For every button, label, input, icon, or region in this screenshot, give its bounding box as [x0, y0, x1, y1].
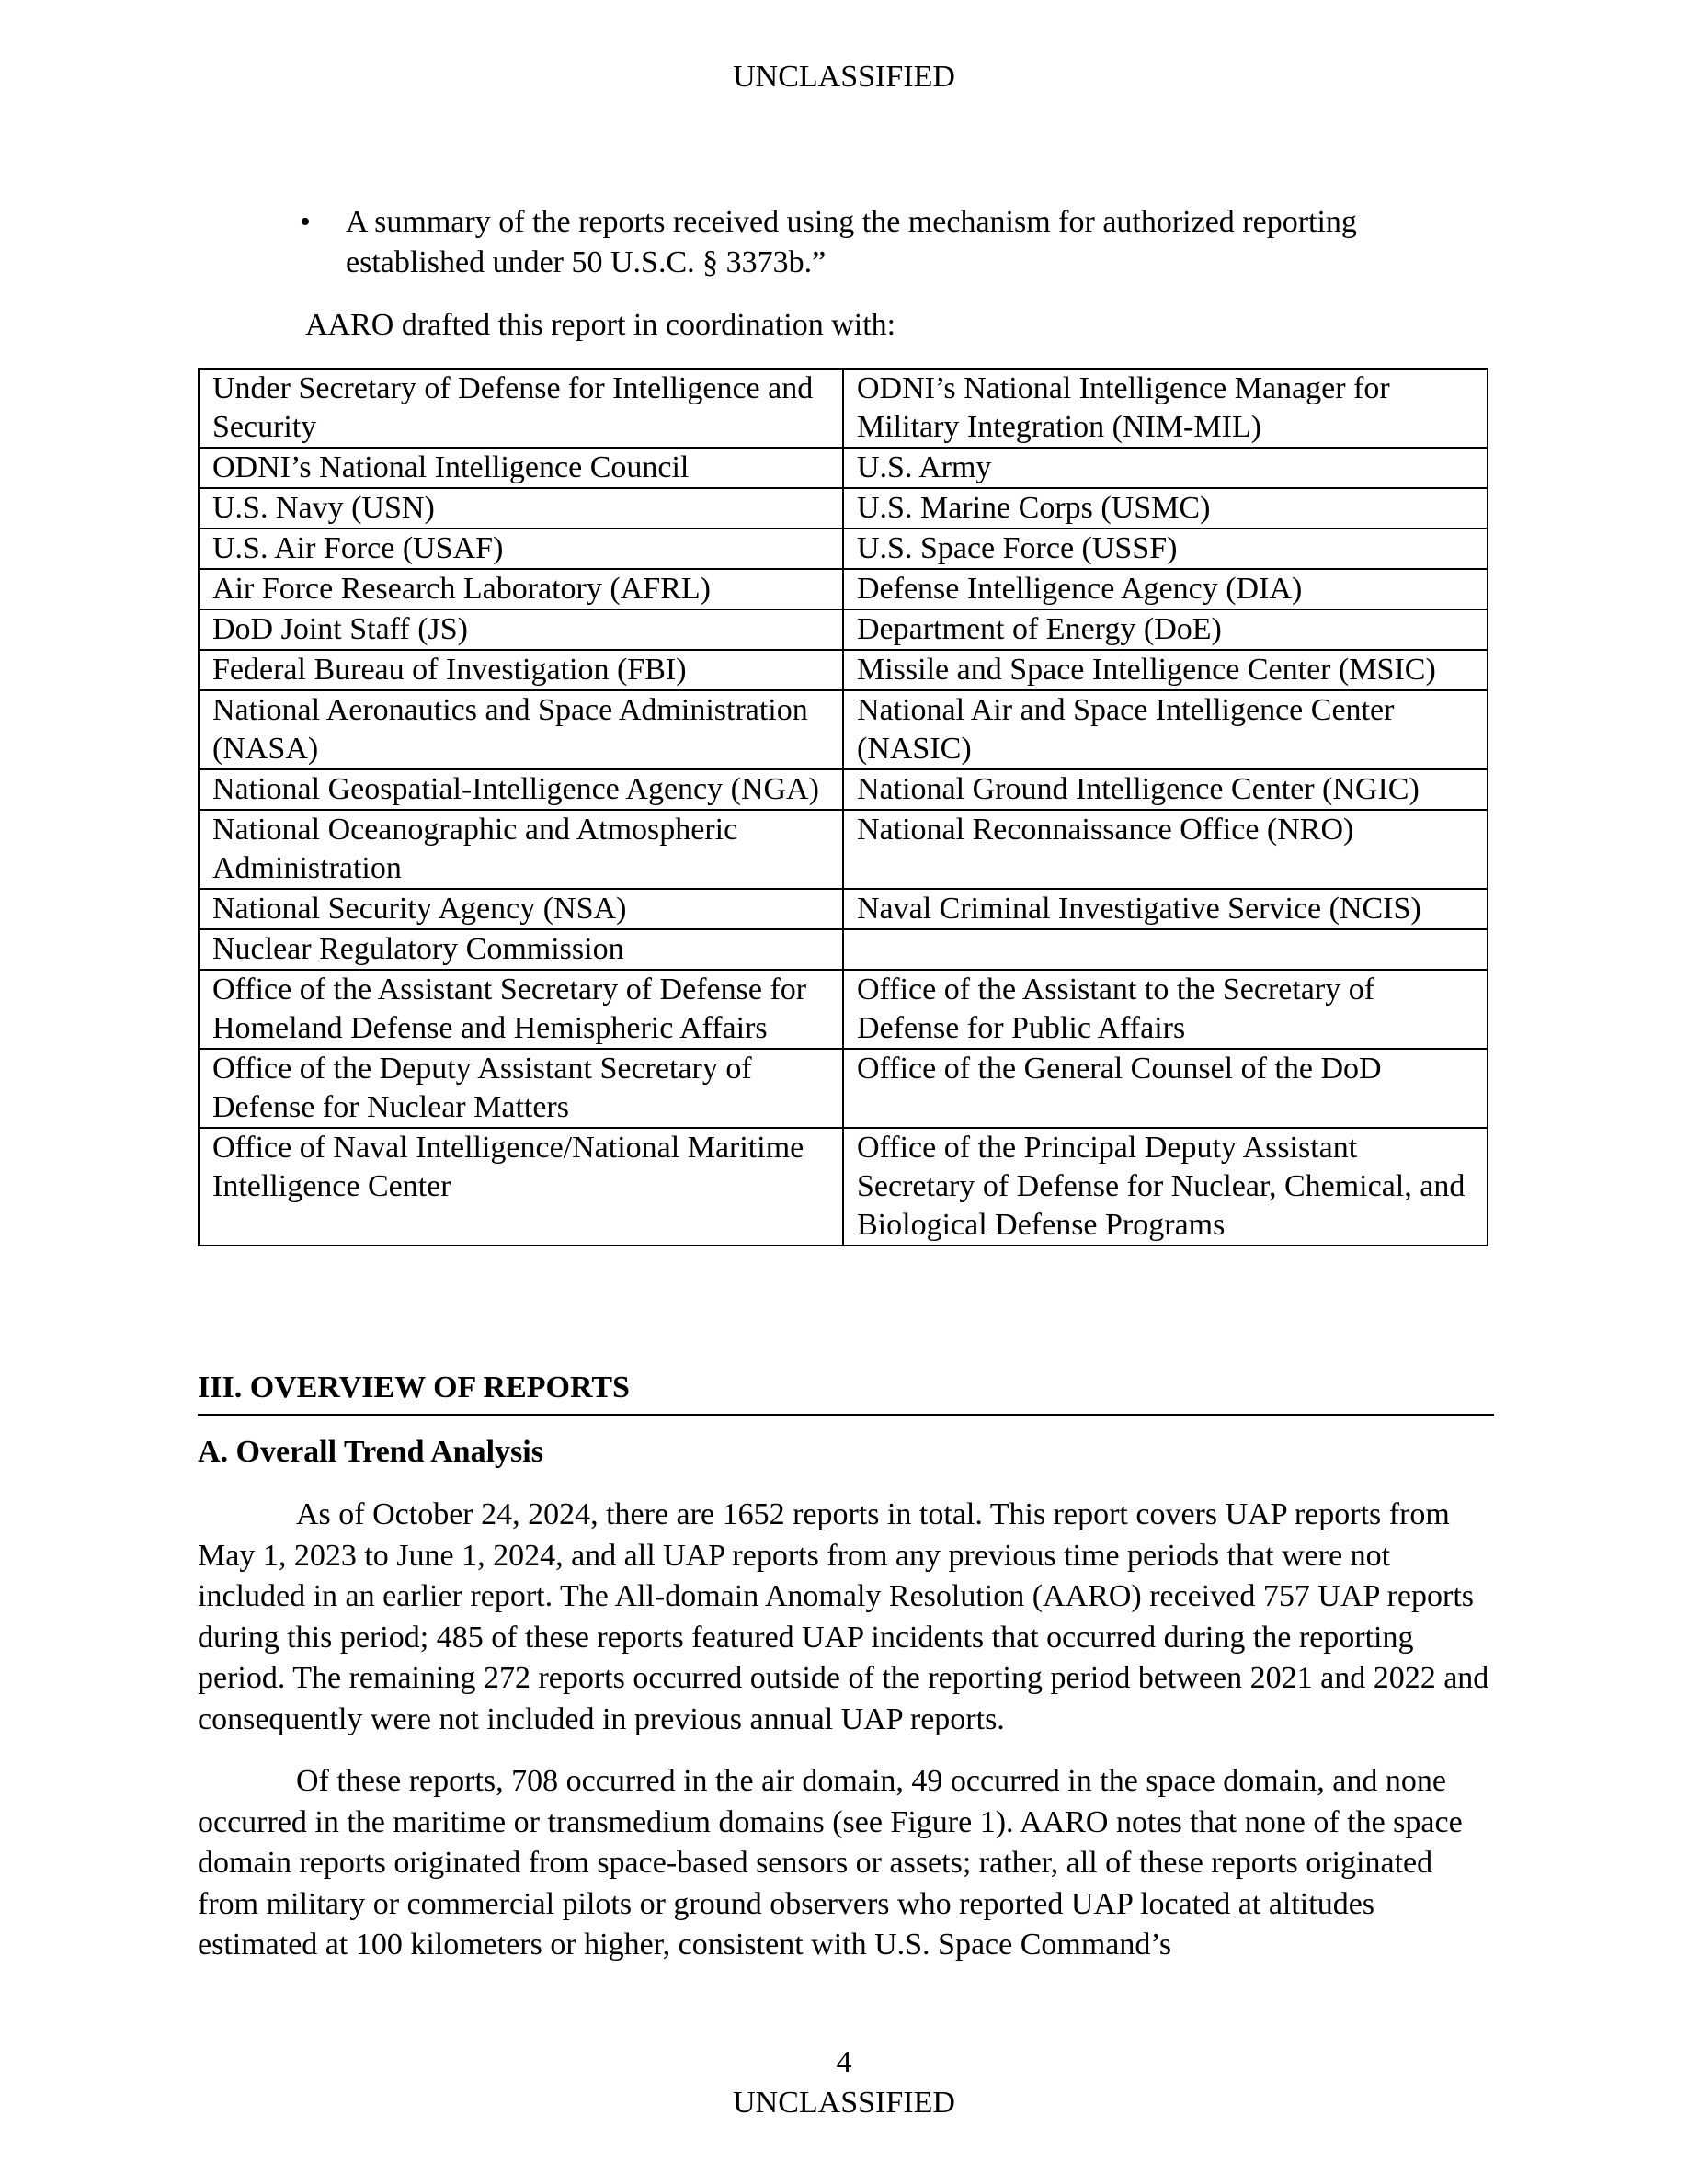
- table-row: [199, 650, 1488, 690]
- table-row: [199, 810, 1488, 889]
- table-cell-right: ODNI’s National Intelligence Manager for Military Integration (NIM-MIL): [843, 369, 1488, 448]
- classification-footer: UNCLASSIFIED: [733, 2086, 955, 2120]
- table-cell-right: National Ground Intelligence Center (NGIC): [843, 769, 1488, 810]
- section-heading: III. OVERVIEW OF REPORTS: [198, 1368, 1494, 1416]
- table-cell-right: U.S. Marine Corps (USMC): [843, 488, 1488, 529]
- table-cell-left: U.S. Navy (USN): [199, 488, 843, 529]
- table-row: [199, 448, 1488, 488]
- table-cell-left: DoD Joint Staff (JS): [199, 609, 843, 650]
- table-row: [199, 569, 1488, 609]
- table-row: [199, 1049, 1488, 1128]
- table-row: [199, 1128, 1488, 1246]
- table-cell-left: National Oceanographic and Atmospheric Administration: [199, 810, 843, 889]
- table-cell-left: U.S. Air Force (USAF): [199, 529, 843, 569]
- table-row: [199, 488, 1488, 529]
- table-row: [199, 769, 1488, 810]
- table-cell-left: Nuclear Regulatory Commission: [199, 929, 843, 970]
- table-cell-right: Department of Energy (DoE): [843, 609, 1488, 650]
- table-cell-right: U.S. Space Force (USSF): [843, 529, 1488, 569]
- table-row: [199, 929, 1488, 970]
- table-cell-left: Office of Naval Intelligence/National Maritime Intelligence Center: [199, 1128, 843, 1246]
- table-cell-left: Under Secretary of Defense for Intelligence and Security: [199, 369, 843, 448]
- classification-header: UNCLASSIFIED: [733, 60, 955, 94]
- table-cell-left: Federal Bureau of Investigation (FBI): [199, 650, 843, 690]
- page-number: 4: [836, 2045, 852, 2079]
- table-cell-right: National Air and Space Intelligence Center (NASIC): [843, 690, 1488, 769]
- table-cell-left: National Security Agency (NSA): [199, 889, 843, 929]
- body-paragraph: Of these reports, 708 occurred in the air domain, 49 occurred in the space domain, and none occurred in the maritime or transmedium domains (see Figure 1). AARO notes that none of the space domain reports originated from space-based sensors or assets; rather, all of these reports originated from military or commercial pilots or ground observers who reported UAP located at altitudes estimated at 100 kilometers or higher, consistent with U.S. Space Command’s: [198, 1764, 1463, 1962]
- table-row: [199, 369, 1488, 448]
- bullet-text: A summary of the reports received using the mechanism for authorized reporting established under 50 U.S.C. § 3373b.”: [346, 205, 1357, 279]
- table-cell-right: Office of the Assistant to the Secretary of Defense for Public Affairs: [843, 970, 1488, 1049]
- table-row: [199, 609, 1488, 650]
- coordination-intro: AARO drafted this report in coordination with:: [305, 308, 896, 342]
- coordination-table: [198, 368, 1488, 1246]
- table-cell-right: Defense Intelligence Agency (DIA): [843, 569, 1488, 609]
- table-cell-left: Office of the Deputy Assistant Secretary of Defense for Nuclear Matters: [199, 1049, 843, 1128]
- bullet-list-item: [300, 202, 1495, 283]
- body-paragraph: As of October 24, 2024, there are 1652 reports in total. This report covers UAP reports from May 1, 2023 to June 1, 2024, and all UAP reports from any previous time periods that were not included in an earlier report. The All-domain Anomaly Resolution (AARO) received 757 UAP reports during this period; 485 of these reports featured UAP incidents that occurred during the reporting period. The remaining 272 reports occurred outside of the reporting period between 2021 and 2022 and consequently were not included in previous annual UAP reports.: [198, 1497, 1489, 1736]
- subsection-heading: A. Overall Trend Analysis: [198, 1435, 543, 1469]
- table-cell-left: ODNI’s National Intelligence Council: [199, 448, 843, 488]
- table-cell-left: National Aeronautics and Space Administration (NASA): [199, 690, 843, 769]
- table-row: [199, 690, 1488, 769]
- table-row: [199, 529, 1488, 569]
- table-cell-left: National Geospatial-Intelligence Agency (NGA): [199, 769, 843, 810]
- table-cell-right: Office of the General Counsel of the DoD: [843, 1049, 1488, 1128]
- table-cell-right: [843, 929, 1488, 970]
- bullet-icon: •: [300, 205, 311, 239]
- table-cell-left: Office of the Assistant Secretary of Defense for Homeland Defense and Hemispheric Affairs: [199, 970, 843, 1049]
- table-row: [199, 889, 1488, 929]
- table-cell-right: Office of the Principal Deputy Assistant Secretary of Defense for Nuclear, Chemical, and Biological Defense Programs: [843, 1128, 1488, 1246]
- table-cell-right: U.S. Army: [843, 448, 1488, 488]
- table-row: [199, 970, 1488, 1049]
- table-cell-right: National Reconnaissance Office (NRO): [843, 810, 1488, 889]
- table-cell-right: Missile and Space Intelligence Center (MSIC): [843, 650, 1488, 690]
- table-cell-right: Naval Criminal Investigative Service (NCIS): [843, 889, 1488, 929]
- table-cell-left: Air Force Research Laboratory (AFRL): [199, 569, 843, 609]
